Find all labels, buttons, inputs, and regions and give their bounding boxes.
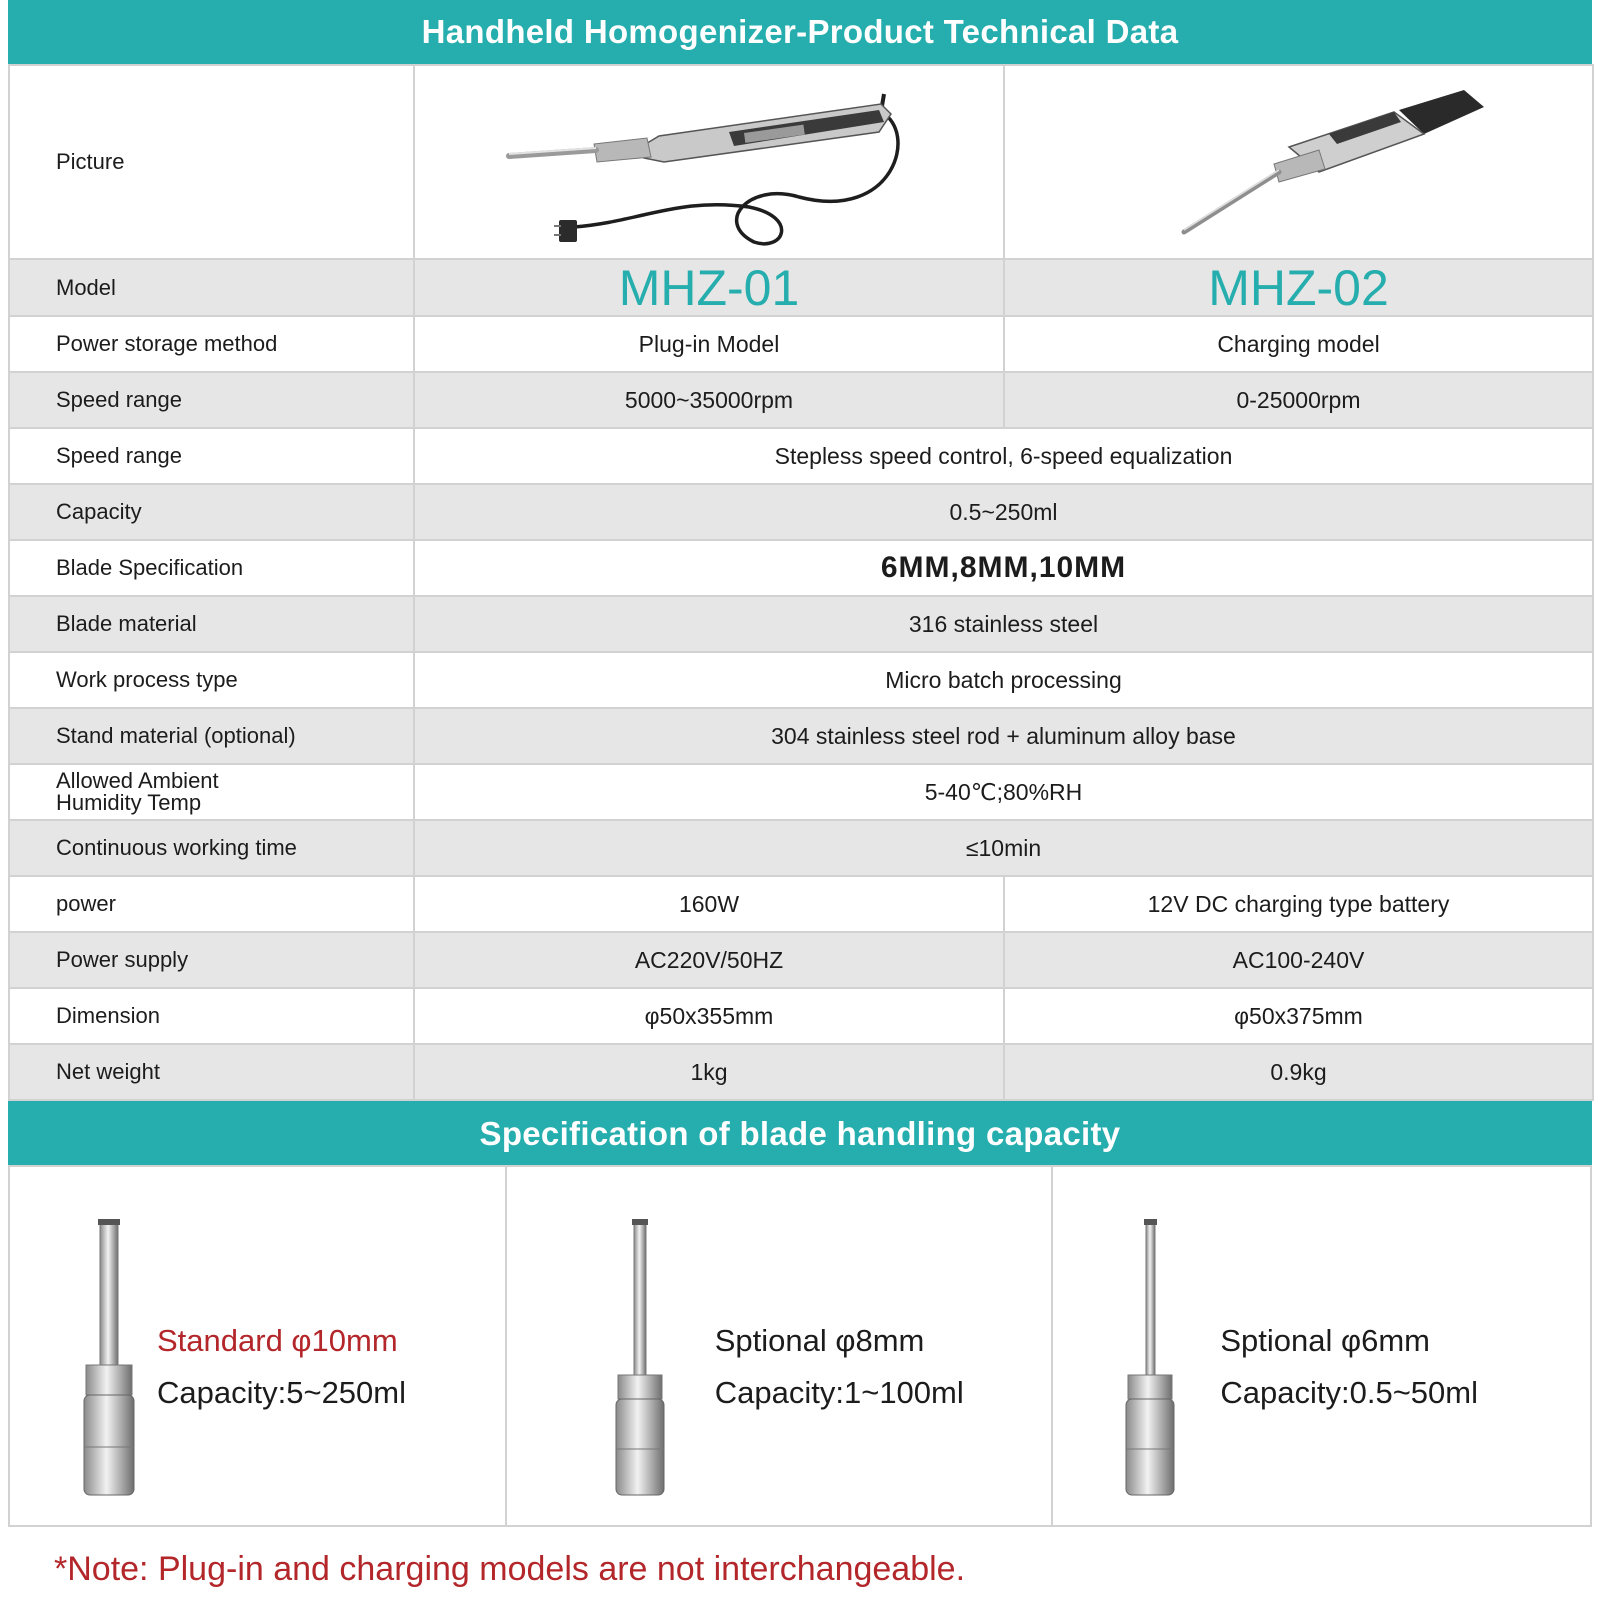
mhz01-picture — [414, 65, 1004, 259]
row-label: Picture — [9, 65, 414, 259]
spec-row — [9, 1044, 1593, 1100]
spec-row — [9, 372, 1593, 428]
blade-name: Sptional φ6mm — [1220, 1323, 1431, 1358]
blade-capacity: Capacity:0.5~50ml — [1220, 1375, 1478, 1410]
row-label — [9, 764, 414, 820]
blade-info — [1220, 1315, 1478, 1419]
row-label-line: Humidity Temp — [56, 790, 202, 815]
picture-row — [9, 65, 1593, 259]
blade-capacity: Capacity:5~250ml — [157, 1375, 406, 1410]
blade-card — [1053, 1167, 1590, 1525]
plug-in-homogenizer-image — [499, 72, 919, 252]
spec-row — [9, 428, 1593, 484]
spec-row — [9, 708, 1593, 764]
row-label: power — [9, 876, 414, 932]
row-label: Blade Specification — [9, 540, 414, 596]
row-label: Capacity — [9, 484, 414, 540]
model-mhz02: MHZ-02 — [1004, 259, 1593, 316]
row-label: Stand material (optional) — [9, 708, 414, 764]
row-label: Speed range — [9, 428, 414, 484]
interchangeability-note: *Note: Plug-in and charging models are not interchangeable. — [54, 1550, 966, 1588]
blade-info — [715, 1315, 964, 1419]
row-label: Blade material — [9, 596, 414, 652]
shared-value: 304 stainless steel rod + aluminum alloy base — [414, 708, 1593, 764]
row-label: Net weight — [9, 1044, 414, 1100]
blade-card — [10, 1167, 507, 1525]
row-label: Power storage method — [9, 316, 414, 372]
shared-value: ≤10min — [414, 820, 1593, 876]
spec-row — [9, 932, 1593, 988]
spec-row — [9, 820, 1593, 876]
mhz01-value: Plug-in Model — [414, 316, 1004, 372]
blade-card — [507, 1167, 1054, 1525]
model-row — [9, 259, 1593, 316]
spec-table — [8, 64, 1594, 1101]
mhz02-value: 0-25000rpm — [1004, 372, 1593, 428]
shared-value: 316 stainless steel — [414, 596, 1593, 652]
row-label-line: Allowed Ambient — [56, 768, 219, 793]
shared-value: 6MM,8MM,10MM — [414, 540, 1593, 596]
shared-value: 5-40℃;80%RH — [414, 764, 1593, 820]
blade-8mm-image — [605, 1217, 675, 1507]
mhz01-value: 5000~35000rpm — [414, 372, 1004, 428]
spec-row — [9, 540, 1593, 596]
spec-row — [9, 484, 1593, 540]
row-label: Continuous working time — [9, 820, 414, 876]
spec-table-title: Handheld Homogenizer-Product Technical Data — [8, 0, 1592, 64]
blade-10mm-image — [74, 1217, 144, 1507]
spec-row — [9, 876, 1593, 932]
row-label: Dimension — [9, 988, 414, 1044]
spec-row — [9, 764, 1593, 820]
shared-value: Micro batch processing — [414, 652, 1593, 708]
mhz02-value: φ50x375mm — [1004, 988, 1593, 1044]
mhz02-picture — [1004, 65, 1593, 259]
blade-name: Standard φ10mm — [157, 1323, 398, 1358]
blade-capacity: Capacity:1~100ml — [714, 1375, 964, 1410]
shared-value: Stepless speed control, 6-speed equalization — [414, 428, 1593, 484]
blade-name: Sptional φ8mm — [714, 1323, 925, 1358]
spec-row — [9, 652, 1593, 708]
mhz01-value: 160W — [414, 876, 1004, 932]
mhz02-value: AC100-240V — [1004, 932, 1593, 988]
cordless-homogenizer-image — [1089, 72, 1509, 252]
blade-info — [157, 1315, 406, 1419]
row-label: Model — [9, 259, 414, 316]
row-label: Work process type — [9, 652, 414, 708]
mhz02-value: Charging model — [1004, 316, 1593, 372]
row-label: Power supply — [9, 932, 414, 988]
blade-6mm-image — [1115, 1217, 1185, 1507]
mhz01-value: AC220V/50HZ — [414, 932, 1004, 988]
blade-panel — [8, 1165, 1592, 1527]
row-label: Speed range — [9, 372, 414, 428]
blade-section-title: Specification of blade handling capacity — [8, 1101, 1592, 1165]
model-mhz01: MHZ-01 — [414, 259, 1004, 316]
spec-row — [9, 988, 1593, 1044]
mhz02-value: 0.9kg — [1004, 1044, 1593, 1100]
mhz01-value: φ50x355mm — [414, 988, 1004, 1044]
mhz02-value: 12V DC charging type battery — [1004, 876, 1593, 932]
shared-value: 0.5~250ml — [414, 484, 1593, 540]
spec-row — [9, 596, 1593, 652]
spec-row — [9, 316, 1593, 372]
mhz01-value: 1kg — [414, 1044, 1004, 1100]
